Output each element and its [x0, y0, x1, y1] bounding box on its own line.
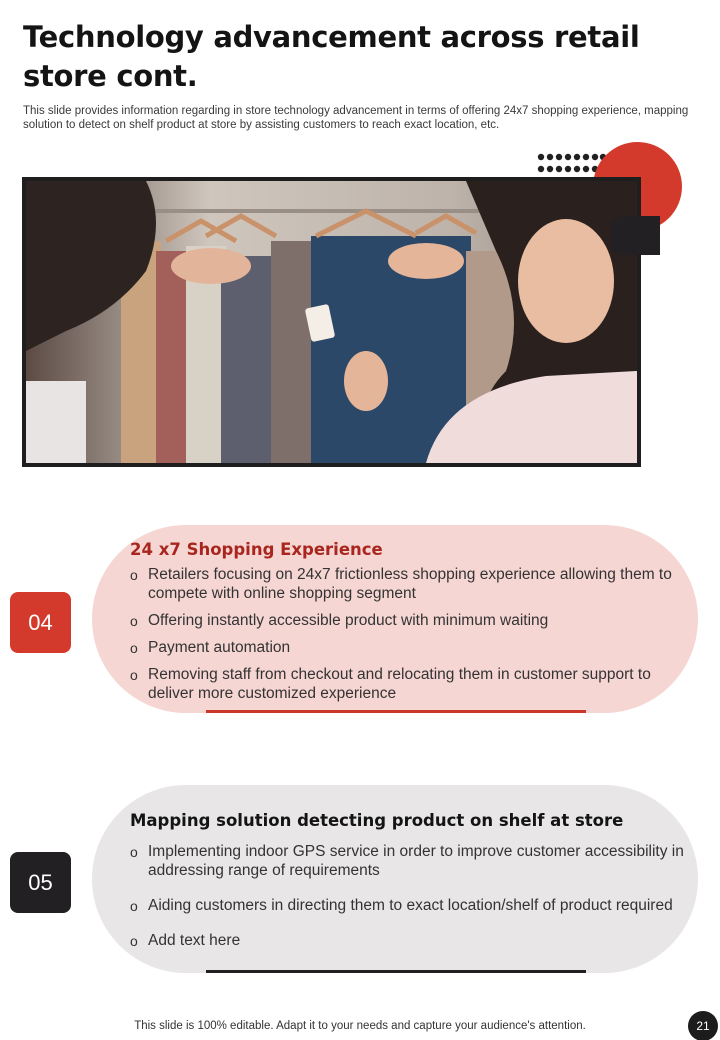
footer-note: This slide is 100% editable. Adapt it to your needs and capture your audience's attention.: [134, 1020, 586, 1032]
bullet-circle-icon: o: [130, 844, 138, 860]
bullet-item: o Offering instantly accessible product with minimum waiting: [130, 612, 549, 629]
section-card-04: [92, 525, 698, 713]
clothing-rack-photo: [22, 177, 641, 467]
page-title: Technology advancement across retail store cont.: [23, 20, 640, 93]
bullet-circle-icon: o: [130, 613, 138, 629]
bullet-circle-icon: o: [130, 933, 138, 949]
page-subtitle: This slide provides information regarding in store technology advancement in terms of offering 24x7 shopping experience, mapping solution to detect on shelf product at store by assisting customers to reach exact location, etc.: [23, 105, 689, 131]
bullet-circle-icon: o: [130, 667, 138, 683]
bullet-list: [130, 565, 690, 711]
section-number-badge: 04: [10, 592, 71, 653]
card-underline: [206, 970, 586, 973]
bullet-item: o Retailers focusing on 24x7 frictionless shopping experience allowing them to compete with online shopping segment: [130, 566, 672, 602]
bullet-item: o Removing staff from checkout and relocating them in customer support to deliver more customized experience: [130, 666, 651, 702]
section-heading: 24 x7 Shopping Experience: [130, 540, 383, 559]
page-number-badge: 21: [688, 1011, 718, 1040]
decorative-dark-square: [610, 216, 660, 255]
bullet-list: [130, 842, 690, 966]
card-underline: [206, 710, 586, 713]
section-number-badge: 05: [10, 852, 71, 913]
bullet-item: o Implementing indoor GPS service in order to improve customer accessibility in addressing range of requirements: [130, 843, 684, 879]
bullet-item: o Add text here: [130, 932, 241, 949]
bullet-item: o Payment automation: [130, 639, 291, 656]
bullet-circle-icon: o: [130, 567, 138, 583]
bullet-circle-icon: o: [130, 898, 138, 914]
bullet-item: o Aiding customers in directing them to exact location/shelf of product required: [130, 897, 673, 914]
section-heading: Mapping solution detecting product on shelf at store: [130, 811, 624, 830]
section-card-05: [92, 785, 698, 973]
bullet-circle-icon: o: [130, 640, 138, 656]
